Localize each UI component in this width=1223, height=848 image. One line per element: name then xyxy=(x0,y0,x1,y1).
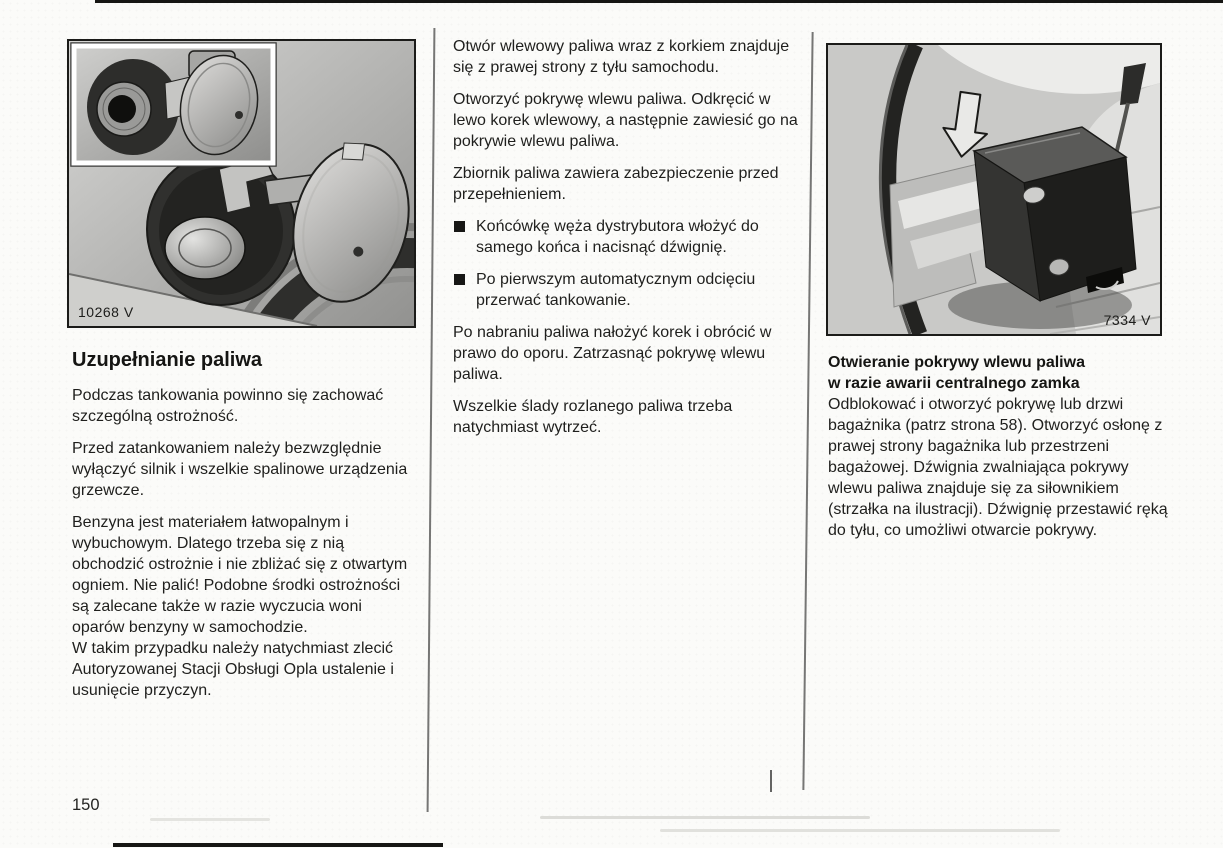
middle-column xyxy=(453,36,799,449)
inset-detail xyxy=(71,43,276,166)
scan-edge-bottom xyxy=(113,843,443,847)
figure-release-lever xyxy=(826,43,1162,336)
subsection-heading-line2: w razie awarii centralnego zamka xyxy=(828,375,1080,392)
paragraph: Otwór wlewowy paliwa wraz z korkiem znajduje się z prawej strony z tyłu samochodu. xyxy=(453,38,790,76)
bullet-text: Po pierwszym automatycznym odcięciu przerwać tankowanie. xyxy=(476,271,756,309)
paragraph: W takim przypadku należy natychmiast zlecić Autoryzowanej Stacji Obsługi Opla ustalenie i usunięcie przyczyn. xyxy=(72,640,394,699)
bullet-item xyxy=(453,269,799,311)
release-actuator xyxy=(974,127,1136,301)
scan-smudge xyxy=(660,829,1060,832)
paragraph: Wszelkie ślady rozlanego paliwa trzeba natychmiast wytrzeć. xyxy=(453,398,733,436)
release-lever-illustration xyxy=(828,45,1160,334)
figure-caption: 10268 V xyxy=(78,304,134,320)
column-divider-left xyxy=(427,28,436,812)
figure-caption: 7334 V xyxy=(1103,312,1151,328)
bullet-square-icon xyxy=(454,221,465,232)
bullet-text: Końcówkę węża dystrybutora włożyć do samego końca i nacisnąć dźwignię. xyxy=(476,218,759,256)
right-column xyxy=(828,352,1170,552)
scan-edge-top xyxy=(95,0,1223,3)
paragraph: Otworzyć pokrywę wlewu paliwa. Odkręcić w lewo korek wlewowy, a następnie zawiesić go na pokrywie wlewu paliwa. xyxy=(453,91,798,150)
scan-tick xyxy=(770,770,772,792)
bullet-item xyxy=(453,216,799,258)
scan-smudge xyxy=(540,816,870,819)
left-column xyxy=(72,348,416,712)
paragraph: Benzyna jest materiałem łatwopalnym i wybuchowym. Dlatego trzeba się z nią obchodzić ostrożnie i nie zbliżać się z otwartym ogniem. Nie palić! Podobne środki ostrożności są zalecane także w razie wyczucia woni oparów benzyny w samochodzie. xyxy=(72,514,408,636)
paragraph: Przed zatankowaniem należy bezwzględnie wyłączyć silnik i wszelkie spalinowe urządzenia grzewcze. xyxy=(72,440,408,499)
paragraph: Po nabraniu paliwa nałożyć korek i obrócić w prawo do oporu. Zatrzasnąć pokrywę wlewu paliwa. xyxy=(453,324,772,383)
page-number: 150 xyxy=(72,796,100,814)
figure-fuel-filler xyxy=(67,39,416,328)
fuel-filler-illustration xyxy=(69,41,414,326)
subsection-heading-line1: Otwieranie pokrywy wlewu paliwa xyxy=(828,354,1085,371)
column-divider-right xyxy=(802,32,813,790)
section-heading: Uzupełnianie paliwa xyxy=(72,349,263,371)
paragraph: Zbiornik paliwa zawiera zabezpieczenie przed przepełnieniem. xyxy=(453,165,779,203)
fuel-cap xyxy=(165,217,245,279)
paragraph: Odblokować i otworzyć pokrywę lub drzwi bagażnika (patrz strona 58). Otworzyć osłonę z prawej strony bagażnika lub przestrzeni bagażowej. Dźwignia zwalniająca pokrywy wlewu paliwa znajduje się za siłownikiem (strzałka na ilustracji). Dźwignię przestawić ręką do tyłu, co umożliwi otwarcie pokrywy. xyxy=(828,396,1168,539)
scan-smudge xyxy=(150,818,270,821)
paragraph: Podczas tankowania powinno się zachować szczególną ostrożność. xyxy=(72,387,384,425)
bullet-square-icon xyxy=(454,274,465,285)
